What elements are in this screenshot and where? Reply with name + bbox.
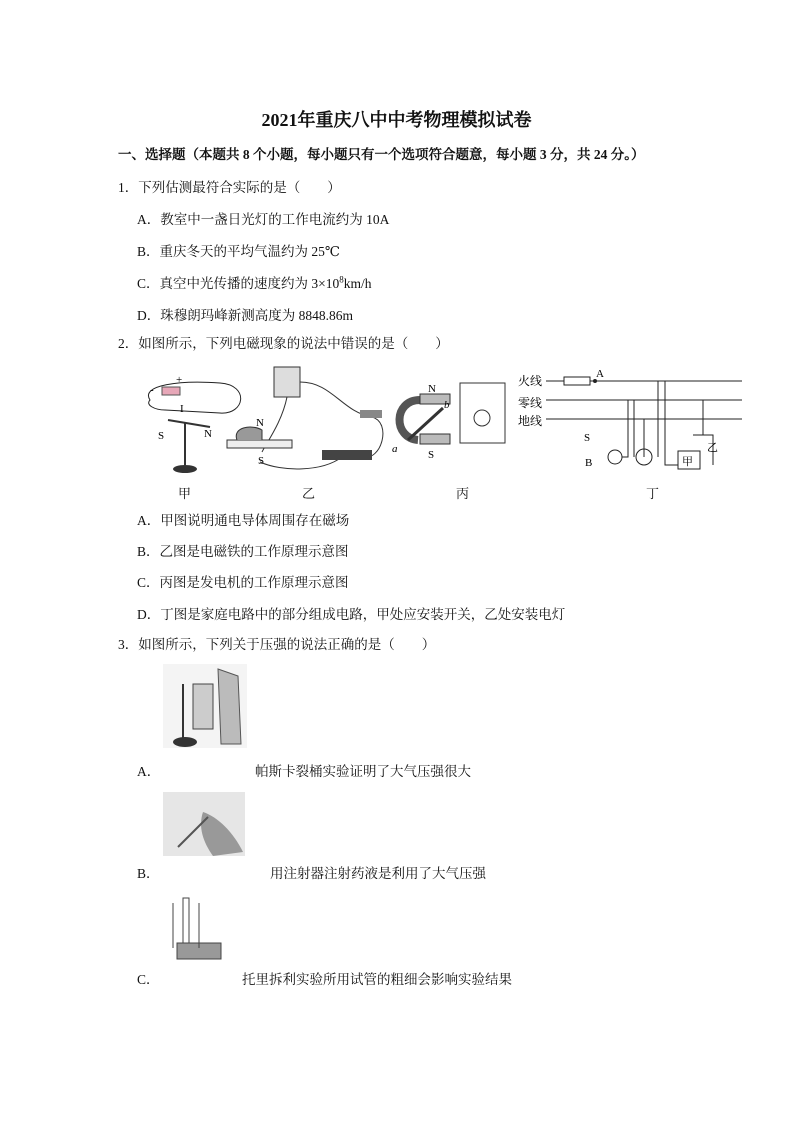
option-c-text: C．真空中光传播的速度约为 3×10	[137, 276, 340, 291]
b-label: b	[444, 399, 450, 411]
live-wire-label: 火线	[518, 374, 543, 388]
pascal-barrel-image	[163, 664, 247, 748]
n-label: N	[204, 428, 212, 440]
figure-ding-household-circuit	[518, 365, 748, 475]
jia-box-label: 甲	[682, 456, 693, 468]
n-label: N	[256, 417, 264, 429]
figure-bing-generator	[388, 378, 508, 468]
question-2-stem: 2．如图所示，下列电磁现象的说法中错误的是（ ）	[118, 336, 449, 351]
question-3-option-a-text: 帕斯卡裂桶实验证明了大气压强很大	[255, 764, 471, 779]
figure-yi-electromagnet	[222, 362, 392, 477]
question-3-option-b-label: B．	[137, 866, 160, 881]
s-label: S	[258, 455, 265, 467]
plus-label: +	[176, 374, 183, 386]
question-1-stem: 1．下列估测最符合实际的是（ ）	[118, 180, 341, 195]
section-heading: 一、选择题（本题共 8 个小题，每小题只有一个选项符合题意，每小题 3 分，共 24 分。）	[118, 147, 645, 162]
question-2-option-c: C．丙图是发电机的工作原理示意图	[137, 575, 349, 590]
a-point-label: A	[596, 368, 604, 380]
question-3-stem: 3．如图所示，下列关于压强的说法正确的是（ ）	[118, 637, 436, 652]
question-2-option-b: B．乙图是电磁铁的工作原理示意图	[137, 544, 349, 559]
figure-label-jia: 甲	[178, 486, 192, 501]
s-label: S	[158, 430, 165, 442]
a-label: a	[392, 443, 398, 455]
question-1-option-c	[137, 272, 372, 292]
unit: km/h	[343, 276, 372, 291]
torricelli-image	[163, 893, 225, 963]
question-1-option-b: B．重庆冬天的平均气温约为 25℃	[137, 244, 340, 259]
question-2-option-d: D．丁图是家庭电路中的部分组成电路，甲处应安装开关，乙处安装电灯	[137, 607, 566, 622]
s-label: S	[428, 449, 435, 461]
minus-label: -	[150, 384, 154, 396]
question-3-option-c-text: 托里拆利实验所用试管的粗细会影响实验结果	[242, 972, 512, 987]
exponent: 8	[339, 274, 344, 285]
b-point-label: B	[585, 457, 593, 469]
ground-wire-label: 地线	[518, 414, 543, 428]
syringe-image	[163, 792, 245, 856]
switch-s-label: S	[584, 432, 591, 444]
yi-box-label: 乙	[707, 442, 718, 454]
question-2-option-a: A．甲图说明通电导体周围存在磁场	[137, 513, 350, 528]
figure-label-bing: 丙	[456, 486, 470, 501]
figure-label-ding: 丁	[646, 486, 660, 501]
current-label: I	[180, 403, 184, 415]
question-1-option-a: A．教室中一盏日光灯的工作电流约为 10A	[137, 212, 390, 227]
question-3-option-c-label: C．	[137, 972, 160, 987]
question-3-option-a-label: A．	[137, 764, 161, 779]
figure-label-yi: 乙	[302, 486, 316, 501]
question-3-option-b-text: 用注射器注射药液是利用了大气压强	[270, 866, 486, 881]
n-label: N	[428, 383, 436, 395]
neutral-wire-label: 零线	[518, 396, 543, 410]
page-title: 2021年重庆八中中考物理模拟试卷	[261, 110, 532, 130]
question-1-option-d: D．珠穆朗玛峰新测高度为 8848.86m	[137, 308, 353, 323]
